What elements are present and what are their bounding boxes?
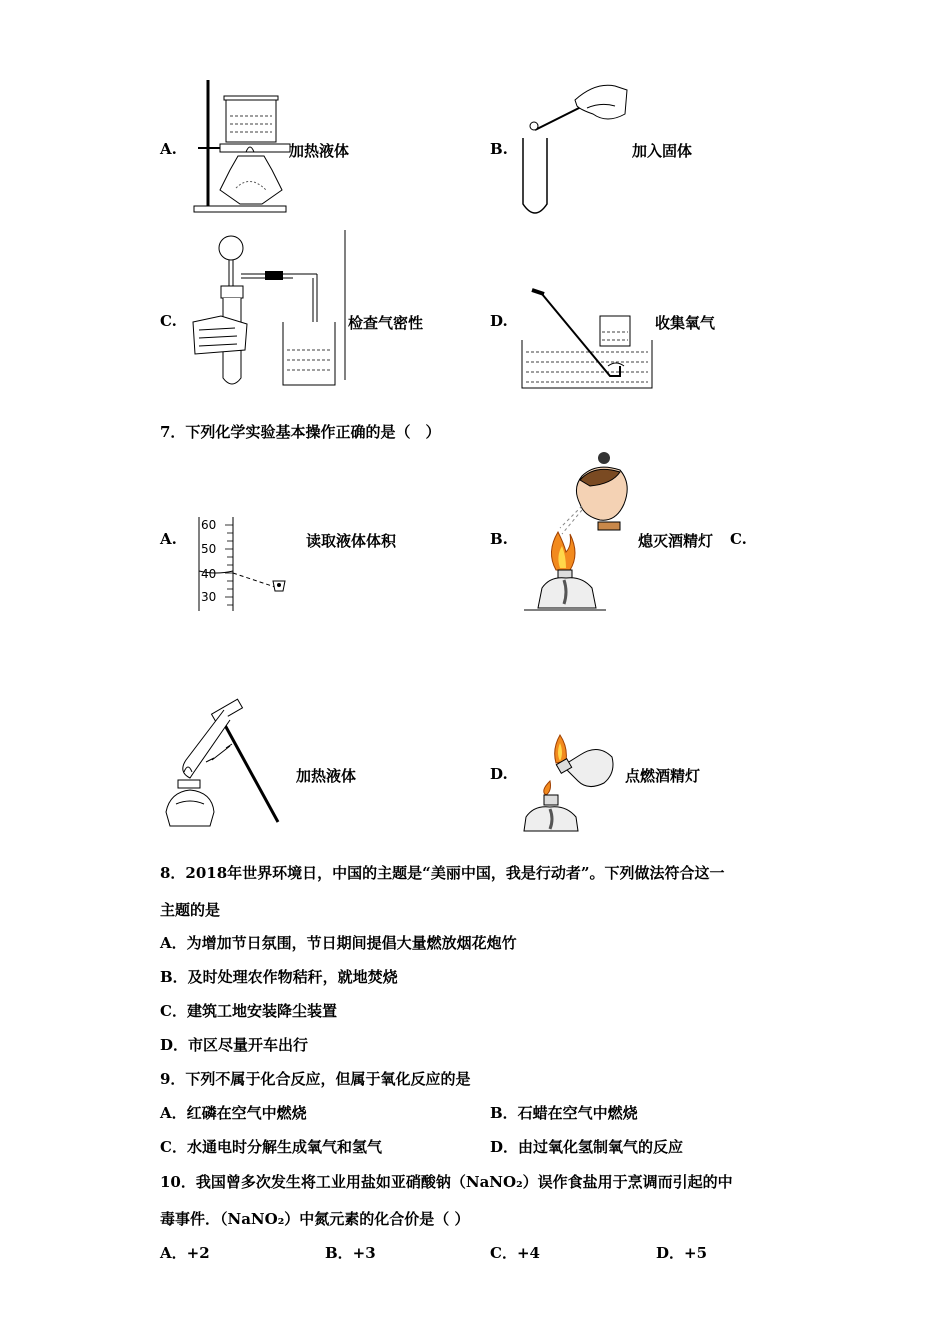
q8-option-b: B．及时处理农作物秸秆，就地焚烧 bbox=[160, 968, 398, 986]
q8-option-d: D．市区尽量开车出行 bbox=[160, 1036, 309, 1054]
q9-option-b: B．石蜡在空气中燃烧 bbox=[490, 1104, 638, 1122]
q8-stem-line2: 主题的是 bbox=[160, 901, 221, 919]
q7-a-graduated-cylinder-figure bbox=[195, 515, 305, 615]
q7-option-c-label: C. bbox=[730, 530, 747, 548]
q7-option-a-caption: 读取液体体积 bbox=[306, 532, 397, 550]
q6-option-c-label: C. bbox=[160, 312, 177, 330]
q10-option-a: A．+2 bbox=[160, 1244, 210, 1262]
cylinder-tick-40: 40 bbox=[201, 567, 217, 581]
q10-option-d: D．+5 bbox=[656, 1244, 708, 1262]
q7-option-a-label: A. bbox=[160, 530, 177, 548]
q6-d-collect-oxygen-figure bbox=[520, 280, 660, 390]
q8-stem-line1: 8．2018年世界环境日，中国的主题是“美丽中国，我是行动者”。下列做法符合这一 bbox=[160, 864, 725, 882]
q7-option-b-label: B. bbox=[490, 530, 508, 548]
q10-stem-line1: 10．我国曾多次发生将工业用盐如亚硝酸钠（NaNO₂）误作食盐用于烹调而引起的中 bbox=[160, 1173, 733, 1191]
q9-stem: 9．下列不属于化合反应，但属于氧化反应的是 bbox=[160, 1070, 471, 1088]
q7-c-heating-test-tube-figure bbox=[160, 700, 300, 840]
q8-option-c: C．建筑工地安装降尘装置 bbox=[160, 1002, 337, 1020]
cylinder-tick-50: 50 bbox=[201, 542, 217, 556]
cylinder-tick-60: 60 bbox=[201, 518, 217, 532]
q6-option-d-label: D. bbox=[490, 312, 508, 330]
cylinder-tick-30: 30 bbox=[201, 590, 217, 604]
q6-option-b-caption: 加入固体 bbox=[632, 142, 693, 160]
q10-stem-line2: 毒事件．（NaNO₂）中氮元素的化合价是（ ） bbox=[160, 1210, 470, 1228]
q8-option-a: A．为增加节日氛围，节日期间提倡大量燃放烟花炮竹 bbox=[160, 934, 517, 952]
q7-d-lighting-lamp-figure bbox=[520, 725, 620, 835]
q7-stem: 7．下列化学实验基本操作正确的是（ ） bbox=[160, 423, 441, 441]
q6-a-heating-apparatus-figure bbox=[190, 78, 290, 218]
q6-option-a-caption: 加热液体 bbox=[289, 142, 350, 160]
q10-option-c: C．+4 bbox=[490, 1244, 540, 1262]
q9-option-a: A．红磷在空气中燃烧 bbox=[160, 1104, 307, 1122]
q6-option-a-label: A. bbox=[160, 140, 177, 158]
q6-c-airtightness-figure bbox=[185, 230, 350, 390]
q7-option-b-caption: 熄灭酒精灯 bbox=[638, 532, 714, 550]
q6-option-d-caption: 收集氧气 bbox=[655, 314, 716, 332]
q7-b-blowing-lamp-figure bbox=[520, 448, 640, 616]
q6-option-c-caption: 检查气密性 bbox=[348, 314, 424, 332]
q6-b-adding-solid-figure bbox=[515, 80, 630, 220]
q10-option-b: B．+3 bbox=[325, 1244, 376, 1262]
q7-option-d-label: D. bbox=[490, 765, 508, 783]
q7-option-c-caption: 加热液体 bbox=[296, 767, 357, 785]
q9-option-d: D．由过氧化氢制氧气的反应 bbox=[490, 1138, 684, 1156]
q9-option-c: C．水通电时分解生成氧气和氢气 bbox=[160, 1138, 382, 1156]
q7-option-d-caption: 点燃酒精灯 bbox=[625, 767, 701, 785]
q6-option-b-label: B. bbox=[490, 140, 508, 158]
